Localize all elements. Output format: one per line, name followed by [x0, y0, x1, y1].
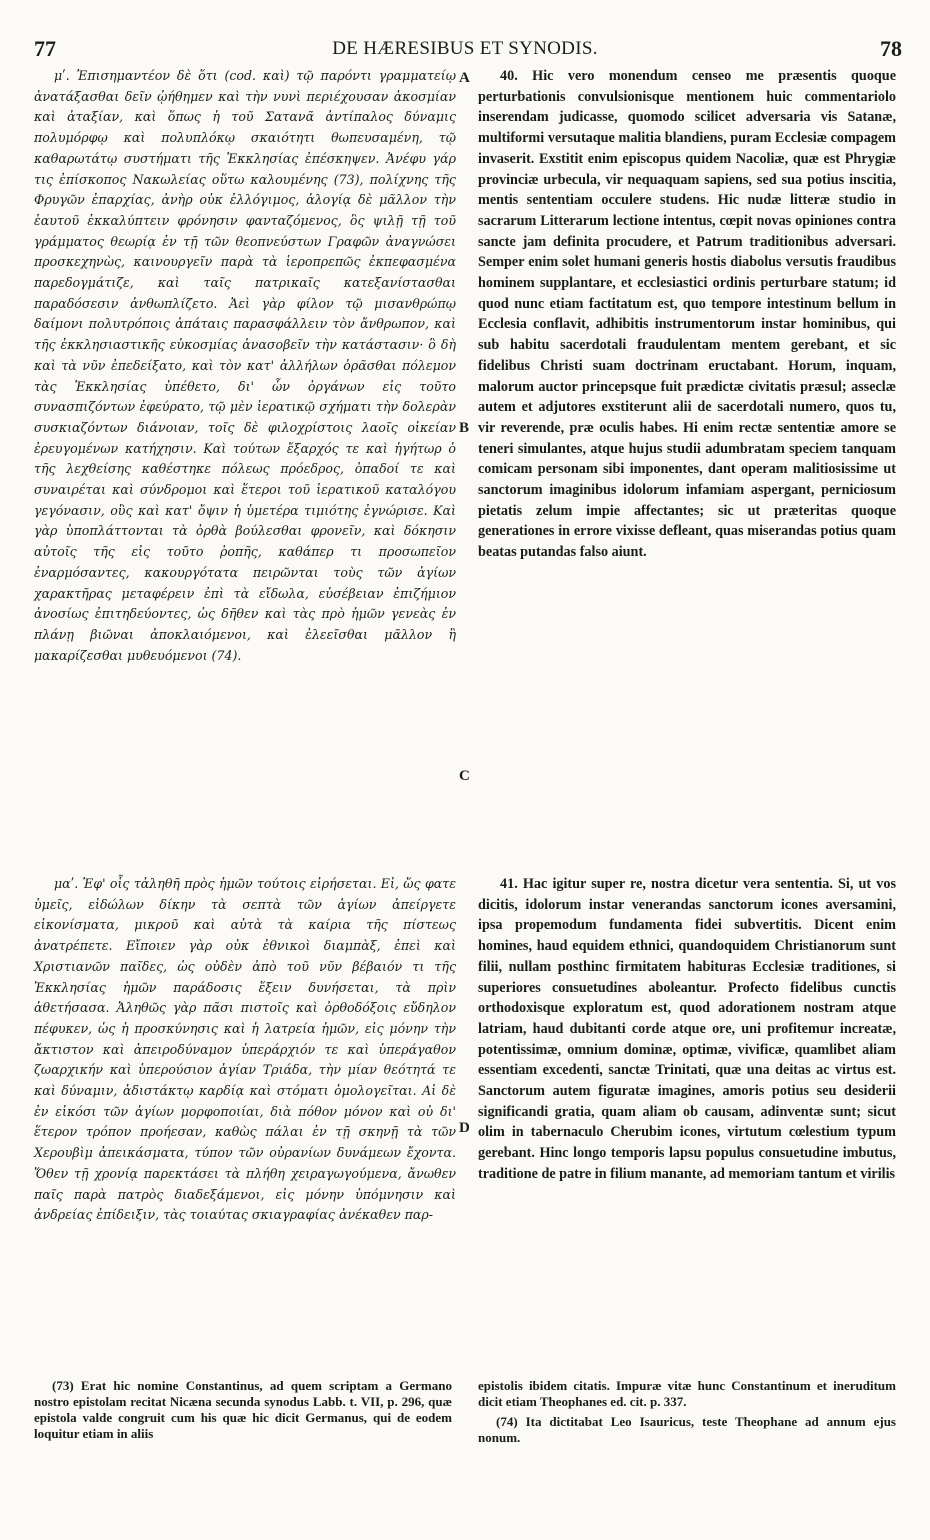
page-header — [0, 0, 930, 66]
greek-column — [34, 66, 456, 666]
latin-paragraph-41: 41. Hac igitur super re, nostra dicetur vera sententia. Si, ut vos dicitis, idolorum instar venerandas sanctorum icones aversamini, ipsa propemodum fundamenta fidei subvertitis. Dicent enim homines, haud equidem ethnici, quandoquidem Christianorum sunt filii, nullam posthinc firmitatem habituras Ecclesiæ traditiones, si superiores consuetudines aboleantur. Profecto fidelibus cunctis orthodoxisque exploratum est, quod adorationem nostram atque latriam, haud dubitanti corde atque ore, uni profitemur increatæ, potentissimæ, omnium dominæ, optimæ, vivificæ, quamlibet aliam essentiam excedenti, sanctæ Trinitati, quæ una deitas ac virtus est. Sanctorum autem figuratæ imagines, amoris potius seu desiderii significandi gratia, quam aliam ob causam, adinventæ sunt; sicut olim in tabernaculo Cherubim icones, virtutum cœlestium typum gerebant. Hinc longo temporis lapsu populus consuetudine imbutus, traditione de patre in filium manante, ad memoriam tantum et virilis — [478, 876, 896, 1182]
margin-marker-c: C — [459, 768, 470, 784]
latin-column — [478, 66, 896, 563]
footnote-74: (74) Ita dictitabat Leo Isauricus, teste Theophane ad annum ejus nonum. — [478, 1414, 896, 1445]
running-title: DE HÆRESIBUS ET SYNODIS. — [332, 38, 598, 59]
margin-marker-d: D — [459, 1120, 470, 1136]
greek-column-continued — [34, 874, 456, 1226]
page-number-right: 78 — [880, 36, 902, 61]
greek-paragraph-41: μαʹ. Ἐφ' οἷς τἀληθῆ πρὸς ἡμῶν τούτοις εἰρήσεται. Εἰ, ὥς φατε ὑμεῖς, εἰδώλων δίκην τὰ σεπτὰ τῶν ἁγίων ἀπείργετε εἰκονίσματα, μικροῦ καὶ αὐτὰ τὰ καίρια τῆς πίστεως ἀνατρέπετε. Εἴποιεν γὰρ οὐκ ἐθνικοὶ διαμπὰξ, ἐπεὶ καὶ Χριστιανῶν παῖδες, ὡς οὐδὲν ἀπὸ τοῦ νῦν βέβαιόν τι τῆς Ἐκκλησίας ἡμῶν παράδοσις ἕξειν δυνήσεται, τὰ πρὶν ἀθετήσασα. Ἀληθῶς γὰρ πᾶσι πιστοῖς καὶ ὀρθοδόξοις εὔδηλον πέφυκεν, ὡς ἡ προσκύνησις καὶ ἡ λατρεία ἡμῶν, εἰς μόνην τὴν ἄκτιστον καὶ ἀπειροδύναμον ὑπεράρχιόν τε καὶ ὑπεράγαθον ζωαρχικήν καὶ ὑπερούσιον ἁγίαν Τριάδα, τὴν μίαν θεότητά τε καὶ δύναμιν, ἀδιστάκτῳ καρδίᾳ καὶ στόματι ὁμολογεῖται. Αἱ δὲ ἐν εἰκόσι τῶν ἁγίων μορφοποιίαι, διὰ πόθον μόνον καὶ οὐ δι' ἕτερον τρόπον προήεσαν, καθὼς πάλαι ἐν τῇ σκηνῇ τὰ τῶν Χερουβὶμ ἀπεικάσματα, τύπον τῶν οὐρανίων δυνάμεων ἔχοντα. Ὅθεν τῇ χρονίᾳ παρεκτάσει τὰ πλήθη χειραγωγούμενα, ἄνωθεν παῖς παρὰ πατρὸς διαδεξάμενοι, εἰς μόνην ὑπόμνησιν καὶ ἀνδρείας ἐπίδειξιν, τὰς τοιαύτας σκιαγραφίας ἀνέκαθεν παρ- — [34, 876, 456, 1223]
footnotes-left — [34, 1378, 452, 1446]
margin-marker-b: B — [459, 420, 470, 436]
footnote-73-continued: epistolis ibidem citatis. Impuræ vitæ hunc Constantinum et ineruditum dicit etiam Theophanes ed. cit. p. 337. — [478, 1378, 896, 1409]
footnotes-right — [478, 1378, 896, 1450]
footnote-73: (73) Erat hic nomine Constantinus, ad quem scriptam a Germano nostro epistolam recitat Nicæna secunda synodus Labb. t. VII, p. 296, quæ epistola valde congruit cum his quæ hic dicit Germanus, qui de eodem loquitur etiam in aliis — [34, 1378, 452, 1441]
greek-paragraph-40: μʹ. Ἐπισημαντέον δὲ ὅτι (cod. καὶ) τῷ παρόντι γραμματείῳ ἀνατάξασθαι δεῖν ᾠήθημεν καὶ τὴν νυνὶ περιέχουσαν ἀκοσμίαν καὶ ἀταξίαν, καὶ ὅπως ἡ τοῦ Σατανᾶ ἀντίπαλος δύναμις πολυμόρφῳ καὶ πολυπλόκῳ σκαιότητι θωπευσαμένη, τῷ καθαρωτάτῳ συστήματι τῆς Ἐκκλησίας ἐπέσκηψεν. Ἀνέφυ γάρ τις ἐπίσκοπος Νακωλείας οὕτω καλουμένης (73), πολίχνης τῆς Φρυγῶν ἐπαρχίας, ἀνὴρ οὐκ ἐλλόγιμος, ἀλογίᾳ δὲ μᾶλλον τὴν ἑαυτοῦ ἐκκαλύπτειν φρόνησιν φανταζόμενος, ὃς ψιλῇ τῇ τοῦ γράμματος θεωρίᾳ ἐν τῇ τῶν θεοπνεύστων Γραφῶν ἀναγνώσει προσκεχηνὼς, καινουργεῖν παρὰ τὰ ἱεροπρεπῶς ἐκπεφασμένα παρεδογμάτιζε, καὶ ταῖς πατρικαῖς κατεξανίστασθαι παραδόσεσιν ἀνθωπλίζετο. Ἀεὶ γὰρ φίλον τῷ μισανθρώπῳ δαίμονι πολυτρόποις ἀπάταις παρασφάλλειν τὸν ἄνθρωπον, καὶ τῆς ἐκκλησιαστικῆς εὐκοσμίας ἀνασοβεῖν τὴν κατάστασιν· ὃ δὴ καὶ τὰ νῦν ἐπεδείξατο, καὶ τὸν κατ' ἀλλήλων ὀρᾶσθαι πόλεμον τὰς Ἐκκλησίας ὑπέθετο, δι' ὧν ὀργάνων εἰς τοῦτο συνασπιζόντων ἐφεύρατο, τῷ μὲν ἱερατικῷ σχήματι τὴν δολερὰν συσκιαζόντων διάνοιαν, τοῖς δὲ φιλοχρίστοις λαοῖς οἰκείαν ἐρευγομένων κατήχησιν. Καὶ τούτων ἔξαρχός τε καὶ ἡγήτωρ ὁ τῆς λεχθείσης καθέστηκε πόλεως πρόεδρος, ὁπαδοί τε καὶ συναιρέται καὶ σύνδρομοι καὶ ἕτεροι τοῦ ἱερατικοῦ καταλόγου γεγόνασιν, οὓς καὶ κατ' ὄψιν ἡ ὑμετέρα τιμιότης ἐγνώρισε. Καὶ γὰρ ὑποπλάττονται τὰ ὀρθὰ βούλεσθαι φρονεῖν, καὶ δόκησιν αὐτοῖς τῆς εἰς τοῦτο ῥοπῆς, καθάπερ τι προσωπεῖον ἐναρμόσαντες, κακουργότατα πειρῶνται τοὺς τῶν ἁγίων χαρακτῆρας μεταφέρειν ἐπὶ τὰ εἴδωλα, εὐσέβειαν ἐπιζήμιον ἀνοσίως ἐπιτηδεύοντες, ὡς δῆθεν καὶ τὰς πρὸ ἡμῶν γενεὰς ἐν πλάνῃ βιῶναι ἀποκλαιόμενοι, καὶ ἐλεεῖσθαι μᾶλλον ἢ μακαρίζεσθαι μυθευόμενοι (74). — [34, 68, 456, 663]
latin-column-continued — [478, 874, 896, 1185]
latin-paragraph-40: 40. Hic vero monendum censeo me præsentis quoque perturbationis convulsionisque mentionem huic commentariolo inserendam judicasse, quomodo scilicet adversaria vis Satanæ, multiformi versutaque malitia blandiens, puram Ecclesiæ compagem invaserit. Exstitit enim episcopus quidem Nacoliæ, quæ est Phrygiæ provinciæ urbecula, vir nequaquam sapiens, sed sua potius inscitia, mentis sententiam occulere studens. Hic nudæ litteræ studio in sacrarum Litterarum lectione intentus, cœpit novas opiniones contra sancte jam definita procudere, et Patrum traditionibus adversari. Semper enim solet humani generis hostis diabolus versutis fraudibus hominem supplantare, et ecclesiastici ordinis perturbare statum; id quod nunc etiam factitatum est, quo tempore intestinum bellum in Ecclesia conflavit, adhibitis instrumentorum instar hominibus, qui sub habitu sacerdotali fraudulentam mentem gerebant, et sic fidelibus Christi suam doctrinam eructabant. Horum, inquam, malorum auctor princepsque fuit prædictæ civitatis præsul; asseclæ autem et adjutores exstiterunt alii de sacerdotali numero, quos tu, vir reverende, præ oculis habes. Hi enim rectæ sententiæ amore se teneri simulantes, atque hujus studii adumbratam speciem tanquam comicam personam sibi imponentes, dant operam malitiosissime ut sanctorum imaginibus idolorum infamiam aspergant, perniciosum pietatis zelum impie affectantes; sic ut præteritas quoque generationes in errore vixisse defleant, quas miserandas potius quam beatas putandas falso aiunt. — [478, 68, 896, 561]
margin-marker-a: A — [459, 70, 470, 86]
page-number-left: 77 — [34, 36, 56, 61]
